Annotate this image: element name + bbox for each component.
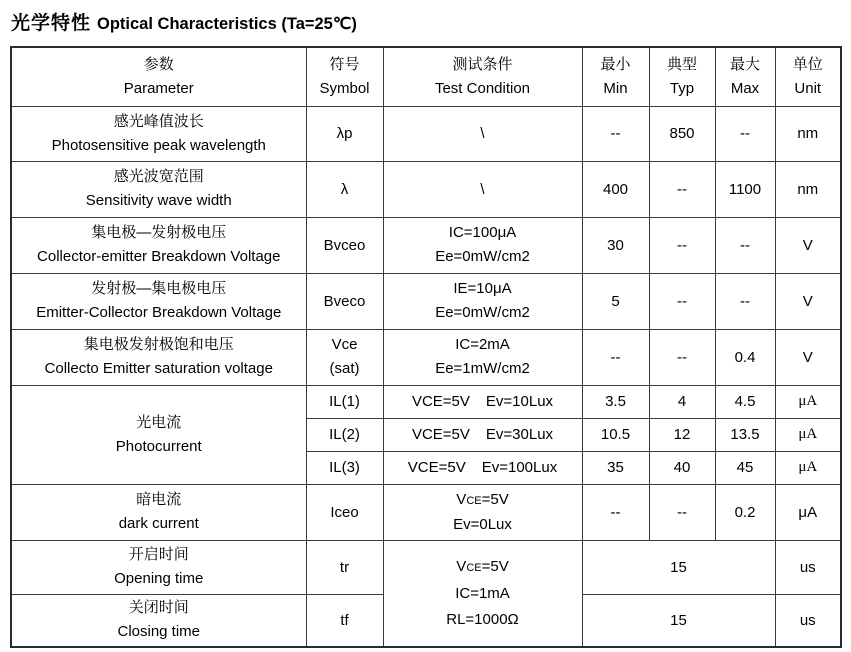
symbol-cell — [306, 329, 383, 385]
max-cell: 4.5 — [715, 385, 775, 418]
cond-value: =5V — [481, 557, 509, 575]
header-min — [582, 47, 649, 106]
param-en: Collecto Emitter saturation voltage — [44, 360, 273, 377]
header-max-cn: 最大 — [729, 55, 760, 73]
condition-cell: \ — [383, 106, 582, 161]
condition-cell: \ — [383, 161, 582, 217]
param-cn: 发射极—集电极电压 — [91, 280, 227, 297]
cond-v: V — [456, 490, 467, 508]
param-en: Closing time — [117, 623, 201, 641]
header-max — [715, 47, 775, 106]
symbol-cell: IL(1) — [306, 385, 383, 418]
param-en: Photosensitive peak wavelength — [51, 136, 266, 154]
max-cell: 0.2 — [715, 484, 775, 540]
header-condition — [383, 47, 582, 106]
min-cell: 35 — [582, 451, 649, 484]
header-typ — [649, 47, 715, 106]
param-en: Emitter-Collector Breakdown Voltage — [36, 304, 282, 321]
param-en: Collector-emitter Breakdown Voltage — [37, 248, 281, 265]
param-cell — [11, 484, 306, 540]
condition-vce: VCE=5V — [411, 426, 470, 443]
typ-cell: -- — [649, 329, 715, 385]
condition-line1: IC=2mA — [455, 336, 510, 353]
unit-cell: μA — [775, 385, 841, 418]
condition-line2: IC=1mA — [455, 584, 510, 602]
max-cell: 45 — [715, 451, 775, 484]
unit-cell: us — [775, 594, 841, 647]
header-symbol-cn: 符号 — [329, 55, 360, 73]
row-bvceo — [11, 217, 841, 273]
cond-v: V — [456, 557, 467, 575]
value-cell: 15 — [582, 540, 775, 594]
unit-cell: μA — [775, 451, 841, 484]
header-condition-cn: 测试条件 — [452, 55, 513, 73]
max-cell: 1100 — [715, 161, 775, 217]
typ-cell: -- — [649, 484, 715, 540]
symbol-line2: (sat) — [329, 360, 360, 377]
max-cell: -- — [715, 217, 775, 273]
table-header-row — [11, 47, 841, 106]
symbol-line1: Vce — [331, 336, 358, 353]
min-cell: -- — [582, 484, 649, 540]
symbol-cell: tr — [306, 540, 383, 594]
header-max-en: Max — [730, 79, 760, 97]
row-il1 — [11, 385, 841, 418]
param-cell — [11, 217, 306, 273]
condition-line2: Ee=0mW/cm2 — [435, 248, 530, 265]
row-peak-wavelength — [11, 106, 841, 161]
header-symbol-en: Symbol — [319, 79, 370, 97]
page-title-en: Optical Characteristics (Ta=25℃) — [97, 15, 357, 33]
header-parameter-en: Parameter — [123, 79, 194, 97]
condition-ev: Ev=100Lux — [481, 459, 558, 476]
min-cell: 400 — [582, 161, 649, 217]
header-symbol — [306, 47, 383, 106]
max-cell: 0.4 — [715, 329, 775, 385]
min-cell: 10.5 — [582, 418, 649, 451]
param-cn: 开启时间 — [128, 546, 189, 563]
symbol-cell: λp — [306, 106, 383, 161]
param-cn: 感光峰值波长 — [113, 112, 204, 130]
param-en: dark current — [118, 515, 199, 532]
param-cn: 集电极—发射极电压 — [91, 224, 227, 241]
condition-vce: VCE=5V — [407, 459, 466, 476]
unit-cell: μA — [775, 484, 841, 540]
min-cell: 3.5 — [582, 385, 649, 418]
condition-cell-time — [383, 540, 582, 647]
condition-cell — [383, 418, 582, 451]
param-cell-photocurrent — [11, 385, 306, 484]
param-cell — [11, 161, 306, 217]
param-cn: 暗电流 — [136, 491, 182, 508]
param-cell — [11, 594, 306, 647]
header-unit-en: Unit — [794, 79, 822, 97]
min-cell: -- — [582, 329, 649, 385]
header-typ-en: Typ — [669, 79, 695, 97]
max-cell: -- — [715, 273, 775, 329]
unit-cell: nm — [775, 106, 841, 161]
unit-cell: V — [775, 273, 841, 329]
symbol-cell: Iceo — [306, 484, 383, 540]
max-cell: -- — [715, 106, 775, 161]
typ-cell: -- — [649, 217, 715, 273]
param-cn: 关闭时间 — [128, 599, 189, 617]
header-parameter-cn: 参数 — [143, 55, 174, 73]
condition-line2: Ee=0mW/cm2 — [435, 304, 530, 321]
condition-line1 — [384, 554, 582, 581]
symbol-cell: λ — [306, 161, 383, 217]
param-cn: 集电极发射极饱和电压 — [83, 336, 234, 353]
cond-ce-subscript: CE — [466, 561, 482, 574]
condition-line2: Ee=1mW/cm2 — [435, 360, 530, 377]
param-en: Opening time — [114, 570, 204, 587]
cond-value: =5V — [481, 490, 509, 508]
unit-cell: V — [775, 217, 841, 273]
page-title-cn: 光学特性 — [11, 13, 92, 34]
param-cell — [11, 273, 306, 329]
condition-ev: Ev=30Lux — [485, 426, 554, 443]
typ-cell: -- — [649, 273, 715, 329]
min-cell: 5 — [582, 273, 649, 329]
header-condition-en: Test Condition — [434, 79, 531, 97]
min-cell: -- — [582, 106, 649, 161]
cond-ce-subscript: CE — [466, 494, 482, 507]
row-dark-current — [11, 484, 841, 540]
typ-cell: -- — [649, 161, 715, 217]
header-parameter — [11, 47, 306, 106]
condition-ev: Ev=10Lux — [485, 393, 554, 410]
typ-cell: 40 — [649, 451, 715, 484]
condition-cell — [383, 329, 582, 385]
unit-cell: nm — [775, 161, 841, 217]
page-title — [11, 8, 357, 35]
header-min-en: Min — [603, 79, 628, 97]
max-cell: 13.5 — [715, 418, 775, 451]
unit-cell: us — [775, 540, 841, 594]
condition-line3: RL=1000Ω — [446, 610, 519, 628]
header-min-cn: 最小 — [600, 55, 631, 73]
header-typ-cn: 典型 — [666, 55, 697, 73]
condition-cell — [383, 273, 582, 329]
condition-line1 — [384, 488, 582, 513]
param-en: Photocurrent — [115, 437, 202, 455]
symbol-cell: Bveco — [306, 273, 383, 329]
symbol-cell: tf — [306, 594, 383, 647]
symbol-cell: IL(3) — [306, 451, 383, 484]
symbol-cell: IL(2) — [306, 418, 383, 451]
condition-cell — [383, 217, 582, 273]
min-cell: 30 — [582, 217, 649, 273]
header-unit-cn: 单位 — [792, 55, 823, 73]
condition-line1: IC=100μA — [448, 224, 517, 241]
unit-cell: μA — [775, 418, 841, 451]
typ-cell: 850 — [649, 106, 715, 161]
param-cell — [11, 329, 306, 385]
condition-line1: IE=10μA — [453, 280, 512, 297]
param-cell — [11, 106, 306, 161]
row-bveco — [11, 273, 841, 329]
condition-cell — [383, 385, 582, 418]
condition-cell — [383, 484, 582, 540]
row-wave-width — [11, 161, 841, 217]
typ-cell: 12 — [649, 418, 715, 451]
condition-line2: Ev=0Lux — [453, 515, 512, 533]
param-cn: 光电流 — [136, 413, 182, 431]
header-unit — [775, 47, 841, 106]
row-vce-sat — [11, 329, 841, 385]
param-en: Sensitivity wave width — [85, 192, 232, 209]
condition-cell — [383, 451, 582, 484]
symbol-cell: Bvceo — [306, 217, 383, 273]
condition-vce: VCE=5V — [411, 393, 470, 410]
optical-characteristics-table — [10, 46, 842, 648]
value-cell: 15 — [582, 594, 775, 647]
param-cn: 感光波宽范围 — [113, 168, 204, 185]
typ-cell: 4 — [649, 385, 715, 418]
row-opening-time — [11, 540, 841, 594]
param-cell — [11, 540, 306, 594]
unit-cell: V — [775, 329, 841, 385]
